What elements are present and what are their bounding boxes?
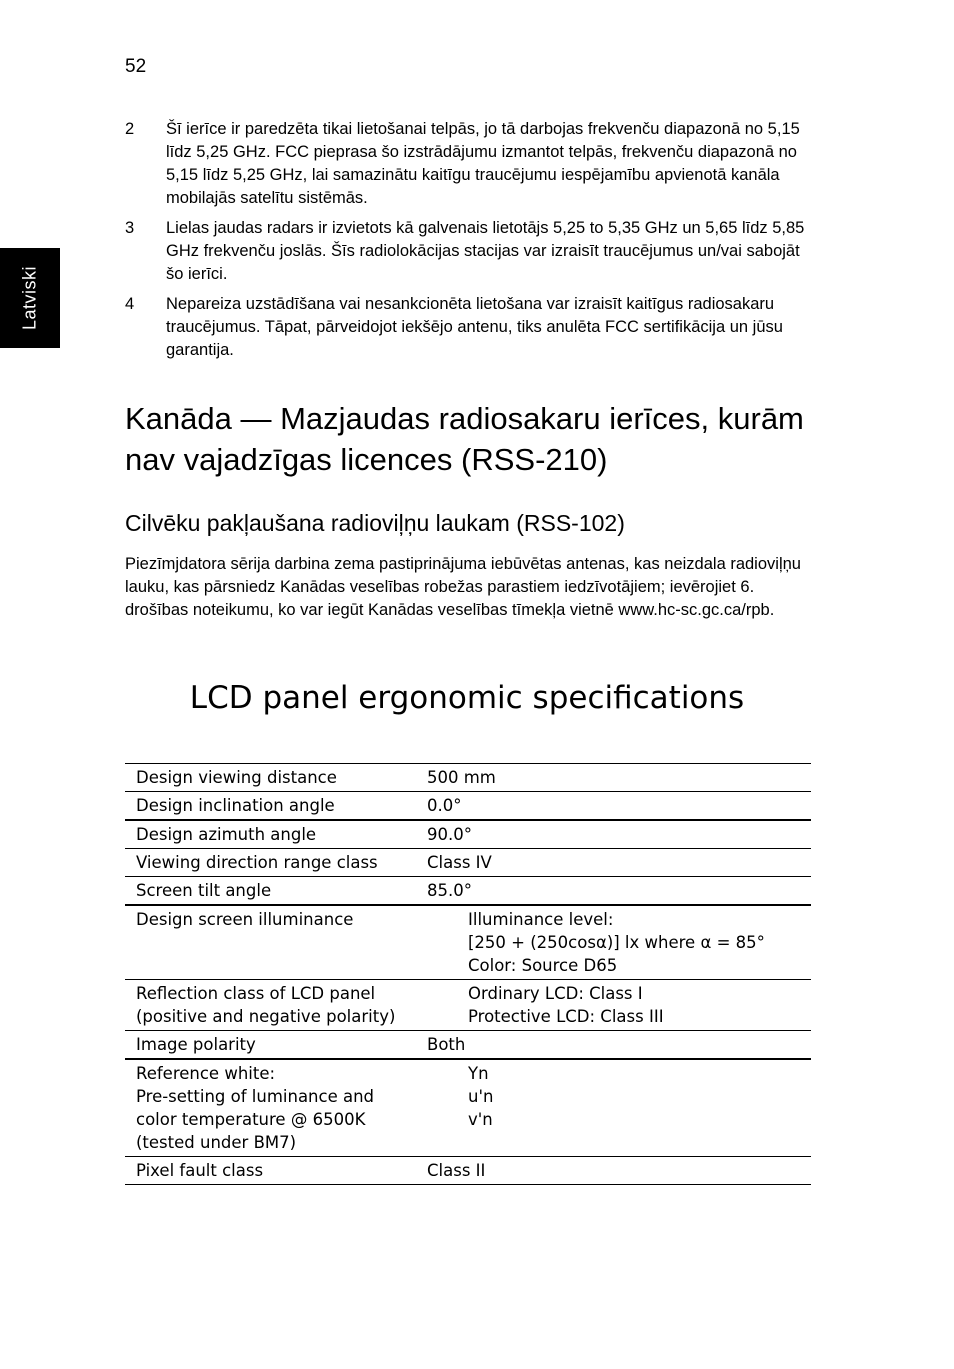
spec-value: 500 mm [427,768,496,787]
spec-label: Screen tilt angle [136,881,272,900]
spec-value-cell [416,1031,811,1060]
spec-row [125,1157,811,1185]
spec-label: Reference white: [136,1064,276,1083]
spec-value: [250 + (250cosα)] lx where α = 85° [468,933,765,952]
spec-value-cell [416,764,811,792]
footnote-number: 4 [125,295,135,313]
spec-label-cell [125,1157,416,1185]
footnote-item [125,293,815,362]
spec-label-cell [125,1059,416,1157]
spec-value: Class II [427,1161,486,1180]
spec-table [125,763,811,1185]
footnote-item [125,217,815,286]
spec-label: (positive and negative polarity) [136,1007,396,1026]
spec-value: u'n [468,1087,494,1106]
spec-row [125,764,811,792]
spec-table-title: LCD panel ergonomic specifications [189,680,745,716]
language-side-tab [0,248,60,348]
spec-label: Design screen illuminance [136,910,354,929]
spec-label: Design inclination angle [136,796,335,815]
spec-value: Yn [468,1064,489,1083]
spec-row [125,820,811,849]
spec-value: 90.0° [427,825,472,844]
spec-value: Illuminance level: [468,910,614,929]
spec-label-cell [125,877,416,906]
spec-label-cell [125,1031,416,1060]
spec-label-cell [125,764,416,792]
side-tab-label: Latviski [19,265,40,331]
spec-value: Ordinary LCD: Class I [468,984,643,1003]
spec-row [125,849,811,877]
spec-value-cell [416,1157,811,1185]
spec-label: Pixel fault class [136,1161,264,1180]
footnote-item [125,118,815,210]
spec-value: Both [427,1035,466,1054]
spec-label: (tested under BM7) [136,1133,297,1152]
spec-value: v'n [468,1110,493,1129]
spec-value-cell [416,877,811,906]
footnote-text: Šī ierīce ir paredzēta tikai lietošanai telpās, jo tā darbojas frekvenču diapazonā no 5,15 līdz 5,25 GHz. FCC pieprasa šo izstrādājumu izmantot telpās, frekvenču diapazonā no 5,15 līdz 5,25 GHz, lai samazinātu kaitīgu traucējumu iespējamību apvienotā kanāla mobilajās satelītu sistēmās. [166,120,800,207]
footnote-text: Nepareiza uzstādīšana vai nesankcionēta lietošana var izraisīt kaitīgus radiosakaru traucējumus. Tāpat, pārveidojot iekšējo antenu, tiks anulēta FCC sertifikācija un jūsu garantija. [166,295,783,359]
spec-value: 85.0° [427,881,472,900]
rf-exposure-paragraph: Piezīmjdatora sērija darbina zema pastiprinājuma iebūvētas antenas, kas neizdala radioviļņu lauku, kas pārsniedz Kanādas veselības robežas parastiem iedzīvotājiem; ievērojiet 6. drošības noteikumu, ko var iegūt Kanādas veselības tīmekļa vietnē www.hc-sc.gc.ca/rpb. [125,555,801,619]
spec-row [125,1031,811,1060]
footnote-list [125,118,815,369]
spec-value: 0.0° [427,796,462,815]
spec-value-cell [416,792,811,821]
spec-label-cell [125,980,416,1031]
spec-value: Protective LCD: Class III [468,1007,664,1026]
spec-value-cell [416,1059,811,1157]
footnote-number: 3 [125,219,135,237]
spec-value-cell [416,849,811,877]
spec-row [125,792,811,821]
spec-value-cell [416,905,811,980]
spec-row [125,905,811,980]
spec-label: Pre-setting of luminance and [136,1087,375,1106]
spec-label: Image polarity [136,1035,256,1054]
canada-heading: Kanāda — Mazjaudas radiosakaru ierīces, kurām nav vajadzīgas licences (RSS-210) [125,401,804,477]
rf-exposure-heading: Cilvēku pakļaušana radioviļņu laukam (RSS-102) [125,510,625,536]
spec-value-cell [416,820,811,849]
spec-label-cell [125,792,416,821]
footnote-number: 2 [125,120,135,138]
spec-value: Color: Source D65 [468,956,618,975]
spec-label-cell [125,905,416,980]
spec-label-cell [125,820,416,849]
spec-label: Reflection class of LCD panel [136,984,376,1003]
footnote-text: Lielas jaudas radars ir izvietots kā galvenais lietotājs 5,25 to 5,35 GHz un 5,65 līdz 5,85 GHz frekvenču joslās. Šīs radiolokācijas stacijas var izraisīt traucējumus un/vai sabojāt šo ierīci. [166,219,805,283]
spec-label: Design azimuth angle [136,825,317,844]
spec-row [125,1059,811,1157]
page-number: 52 [125,56,147,77]
spec-label: color temperature @ 6500K [136,1110,366,1129]
spec-row [125,877,811,906]
spec-value: Class IV [427,853,492,872]
spec-label: Viewing direction range class [136,853,378,872]
spec-row [125,980,811,1031]
spec-value-cell [416,980,811,1031]
spec-label-cell [125,849,416,877]
spec-label: Design viewing distance [136,768,337,787]
